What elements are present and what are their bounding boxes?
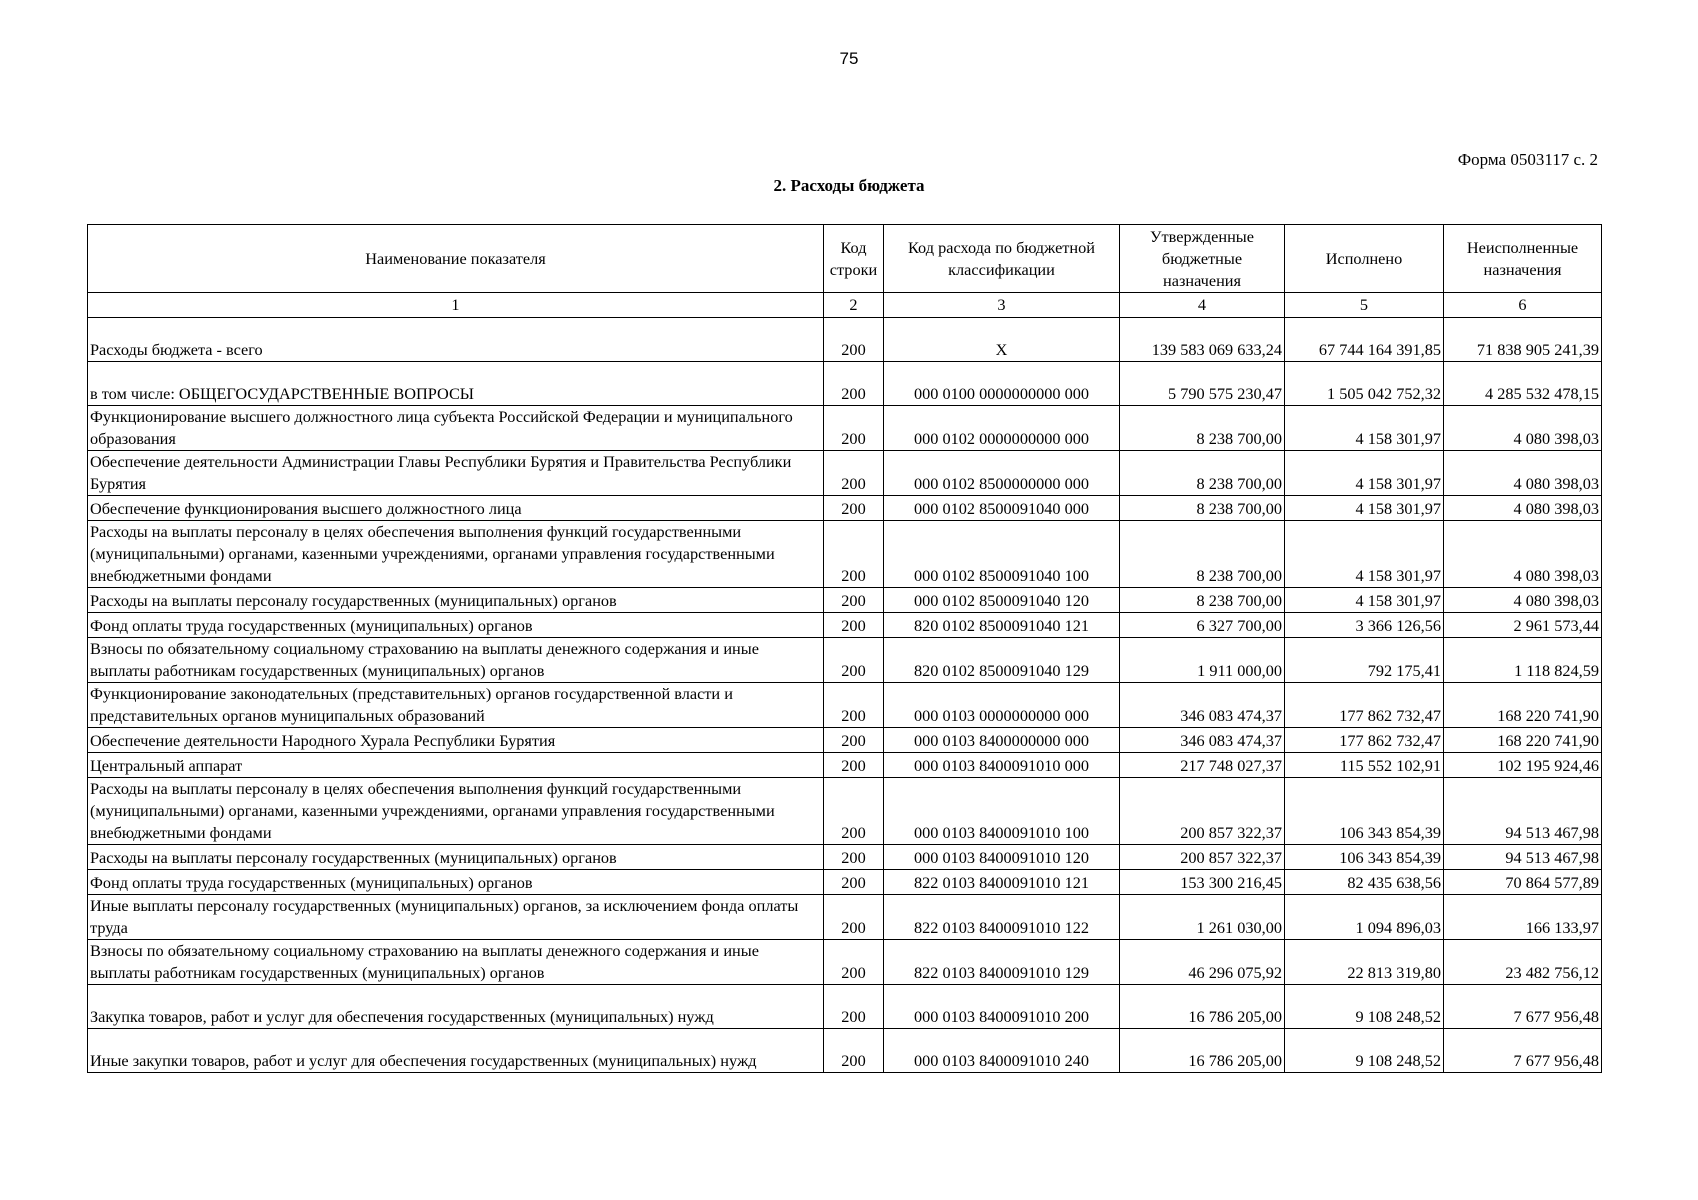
row-executed-amount: 4 158 301,97 (1285, 451, 1444, 496)
row-executed-amount: 9 108 248,52 (1285, 1029, 1444, 1073)
row-unexecuted-amount: 94 513 467,98 (1444, 778, 1602, 845)
row-name: Иные закупки товаров, работ и услуг для обеспечения государственных (муниципальных) нужд (88, 1029, 824, 1073)
section-title: 2. Расходы бюджета (773, 176, 925, 195)
table-row (88, 845, 1602, 870)
column-number: 3 (884, 293, 1120, 318)
row-budget-code: 000 0103 8400091010 000 (884, 753, 1120, 778)
column-number: 6 (1444, 293, 1602, 318)
row-budget-code: 000 0103 8400091010 120 (884, 845, 1120, 870)
row-line-code: 200 (824, 778, 884, 845)
column-number: 5 (1285, 293, 1444, 318)
row-executed-amount: 4 158 301,97 (1285, 496, 1444, 521)
row-name: Фонд оплаты труда государственных (муниципальных) органов (88, 613, 824, 638)
row-unexecuted-amount: 4 285 532 478,15 (1444, 362, 1602, 406)
row-line-code: 200 (824, 895, 884, 940)
row-line-code: 200 (824, 318, 884, 362)
table-row (88, 870, 1602, 895)
row-approved-amount: 6 327 700,00 (1120, 613, 1285, 638)
row-unexecuted-amount: 102 195 924,46 (1444, 753, 1602, 778)
row-line-code: 200 (824, 683, 884, 728)
row-approved-amount: 8 238 700,00 (1120, 588, 1285, 613)
table-row (88, 895, 1602, 940)
row-budget-code: 000 0102 8500000000 000 (884, 451, 1120, 496)
header-budget-code: Код расхода по бюджетной классификации (884, 225, 1120, 293)
row-line-code: 200 (824, 753, 884, 778)
row-budget-code: 822 0103 8400091010 122 (884, 895, 1120, 940)
row-budget-code: X (884, 318, 1120, 362)
row-name: Функционирование законодательных (представительных) органов государственной власти и представительных органов муниципальных образований (88, 683, 824, 728)
row-name: Расходы на выплаты персоналу государственных (муниципальных) органов (88, 845, 824, 870)
table-row (88, 753, 1602, 778)
row-name: в том числе: ОБЩЕГОСУДАРСТВЕННЫЕ ВОПРОСЫ (88, 362, 824, 406)
row-budget-code: 000 0103 8400000000 000 (884, 728, 1120, 753)
header-approved: Утвержденные бюджетные назначения (1120, 225, 1285, 293)
row-name: Обеспечение функционирования высшего должностного лица (88, 496, 824, 521)
row-approved-amount: 200 857 322,37 (1120, 778, 1285, 845)
row-executed-amount: 792 175,41 (1285, 638, 1444, 683)
row-line-code: 200 (824, 496, 884, 521)
row-unexecuted-amount: 166 133,97 (1444, 895, 1602, 940)
expenses-table (87, 224, 1602, 1073)
table-row (88, 683, 1602, 728)
row-executed-amount: 22 813 319,80 (1285, 940, 1444, 985)
table-row (88, 728, 1602, 753)
row-unexecuted-amount: 4 080 398,03 (1444, 451, 1602, 496)
table-row (88, 985, 1602, 1029)
column-number: 2 (824, 293, 884, 318)
row-unexecuted-amount: 7 677 956,48 (1444, 985, 1602, 1029)
row-unexecuted-amount: 4 080 398,03 (1444, 521, 1602, 588)
row-approved-amount: 153 300 216,45 (1120, 870, 1285, 895)
row-budget-code: 822 0103 8400091010 129 (884, 940, 1120, 985)
row-executed-amount: 177 862 732,47 (1285, 728, 1444, 753)
header-indicator-name: Наименование показателя (88, 225, 824, 293)
row-approved-amount: 16 786 205,00 (1120, 985, 1285, 1029)
row-executed-amount: 3 366 126,56 (1285, 613, 1444, 638)
row-line-code: 200 (824, 451, 884, 496)
table-row (88, 362, 1602, 406)
row-unexecuted-amount: 168 220 741,90 (1444, 683, 1602, 728)
row-approved-amount: 5 790 575 230,47 (1120, 362, 1285, 406)
row-executed-amount: 1 094 896,03 (1285, 895, 1444, 940)
row-name: Расходы бюджета - всего (88, 318, 824, 362)
row-budget-code: 822 0103 8400091010 121 (884, 870, 1120, 895)
row-approved-amount: 1 261 030,00 (1120, 895, 1285, 940)
table-row (88, 406, 1602, 451)
row-budget-code: 820 0102 8500091040 129 (884, 638, 1120, 683)
row-budget-code: 000 0103 8400091010 240 (884, 1029, 1120, 1073)
row-line-code: 200 (824, 406, 884, 451)
table-header (88, 225, 1602, 318)
row-unexecuted-amount: 1 118 824,59 (1444, 638, 1602, 683)
table-row (88, 940, 1602, 985)
row-name: Закупка товаров, работ и услуг для обеспечения государственных (муниципальных) нужд (88, 985, 824, 1029)
row-approved-amount: 1 911 000,00 (1120, 638, 1285, 683)
row-approved-amount: 8 238 700,00 (1120, 521, 1285, 588)
row-executed-amount: 67 744 164 391,85 (1285, 318, 1444, 362)
row-line-code: 200 (824, 638, 884, 683)
row-executed-amount: 177 862 732,47 (1285, 683, 1444, 728)
row-unexecuted-amount: 71 838 905 241,39 (1444, 318, 1602, 362)
row-unexecuted-amount: 7 677 956,48 (1444, 1029, 1602, 1073)
row-budget-code: 000 0103 0000000000 000 (884, 683, 1120, 728)
row-name: Взносы по обязательному социальному страхованию на выплаты денежного содержания и иные выплаты работникам государственных (муниципальных) органов (88, 940, 824, 985)
row-name: Функционирование высшего должностного лица субъекта Российской Федерации и муниципального образования (88, 406, 824, 451)
form-code: Форма 0503117 с. 2 (1457, 150, 1598, 169)
row-approved-amount: 346 083 474,37 (1120, 683, 1285, 728)
row-approved-amount: 46 296 075,92 (1120, 940, 1285, 985)
row-budget-code: 000 0103 8400091010 100 (884, 778, 1120, 845)
row-budget-code: 000 0103 8400091010 200 (884, 985, 1120, 1029)
row-executed-amount: 106 343 854,39 (1285, 778, 1444, 845)
row-unexecuted-amount: 94 513 467,98 (1444, 845, 1602, 870)
row-approved-amount: 8 238 700,00 (1120, 451, 1285, 496)
row-executed-amount: 115 552 102,91 (1285, 753, 1444, 778)
row-approved-amount: 139 583 069 633,24 (1120, 318, 1285, 362)
row-name: Обеспечение деятельности Народного Хурала Республики Бурятия (88, 728, 824, 753)
row-budget-code: 000 0100 0000000000 000 (884, 362, 1120, 406)
table-row (88, 521, 1602, 588)
row-approved-amount: 16 786 205,00 (1120, 1029, 1285, 1073)
row-approved-amount: 8 238 700,00 (1120, 406, 1285, 451)
row-unexecuted-amount: 23 482 756,12 (1444, 940, 1602, 985)
row-name: Центральный аппарат (88, 753, 824, 778)
row-unexecuted-amount: 4 080 398,03 (1444, 406, 1602, 451)
row-name: Иные выплаты персоналу государственных (муниципальных) органов, за исключением фонда оплаты труда (88, 895, 824, 940)
table-row (88, 318, 1602, 362)
row-budget-code: 000 0102 0000000000 000 (884, 406, 1120, 451)
table-row (88, 1029, 1602, 1073)
row-unexecuted-amount: 168 220 741,90 (1444, 728, 1602, 753)
row-budget-code: 000 0102 8500091040 120 (884, 588, 1120, 613)
row-line-code: 200 (824, 940, 884, 985)
row-executed-amount: 1 505 042 752,32 (1285, 362, 1444, 406)
page-number: 75 (839, 49, 859, 68)
row-executed-amount: 82 435 638,56 (1285, 870, 1444, 895)
row-line-code: 200 (824, 1029, 884, 1073)
header-unexecuted: Неисполненные назначения (1444, 225, 1602, 293)
row-approved-amount: 200 857 322,37 (1120, 845, 1285, 870)
row-approved-amount: 217 748 027,37 (1120, 753, 1285, 778)
row-budget-code: 820 0102 8500091040 121 (884, 613, 1120, 638)
row-unexecuted-amount: 4 080 398,03 (1444, 496, 1602, 521)
row-name: Обеспечение деятельности Администрации Главы Республики Бурятия и Правительства Республики Бурятия (88, 451, 824, 496)
row-approved-amount: 346 083 474,37 (1120, 728, 1285, 753)
row-line-code: 200 (824, 985, 884, 1029)
row-name: Фонд оплаты труда государственных (муниципальных) органов (88, 870, 824, 895)
row-unexecuted-amount: 70 864 577,89 (1444, 870, 1602, 895)
table-row (88, 451, 1602, 496)
header-executed: Исполнено (1285, 225, 1444, 293)
row-budget-code: 000 0102 8500091040 000 (884, 496, 1120, 521)
table-row (88, 588, 1602, 613)
row-executed-amount: 4 158 301,97 (1285, 588, 1444, 613)
row-line-code: 200 (824, 588, 884, 613)
row-line-code: 200 (824, 728, 884, 753)
table-row (88, 778, 1602, 845)
table-row (88, 638, 1602, 683)
column-number: 1 (88, 293, 824, 318)
row-line-code: 200 (824, 613, 884, 638)
row-approved-amount: 8 238 700,00 (1120, 496, 1285, 521)
row-unexecuted-amount: 4 080 398,03 (1444, 588, 1602, 613)
row-line-code: 200 (824, 362, 884, 406)
row-name: Расходы на выплаты персоналу государственных (муниципальных) органов (88, 588, 824, 613)
row-name: Расходы на выплаты персоналу в целях обеспечения выполнения функций государственными (муниципальными) органами, казенными учреждениями, органами управления государственными внебюджетными фондами (88, 778, 824, 845)
row-executed-amount: 106 343 854,39 (1285, 845, 1444, 870)
row-unexecuted-amount: 2 961 573,44 (1444, 613, 1602, 638)
table-row (88, 613, 1602, 638)
table-row (88, 496, 1602, 521)
row-executed-amount: 4 158 301,97 (1285, 521, 1444, 588)
column-number: 4 (1120, 293, 1285, 318)
row-name: Взносы по обязательному социальному страхованию на выплаты денежного содержания и иные выплаты работникам государственных (муниципальных) органов (88, 638, 824, 683)
header-line-code: Код строки (824, 225, 884, 293)
row-name: Расходы на выплаты персоналу в целях обеспечения выполнения функций государственными (муниципальными) органами, казенными учреждениями, органами управления государственными внебюджетными фондами (88, 521, 824, 588)
row-budget-code: 000 0102 8500091040 100 (884, 521, 1120, 588)
row-executed-amount: 9 108 248,52 (1285, 985, 1444, 1029)
row-line-code: 200 (824, 870, 884, 895)
table-body (88, 318, 1602, 1073)
row-line-code: 200 (824, 845, 884, 870)
row-line-code: 200 (824, 521, 884, 588)
row-executed-amount: 4 158 301,97 (1285, 406, 1444, 451)
